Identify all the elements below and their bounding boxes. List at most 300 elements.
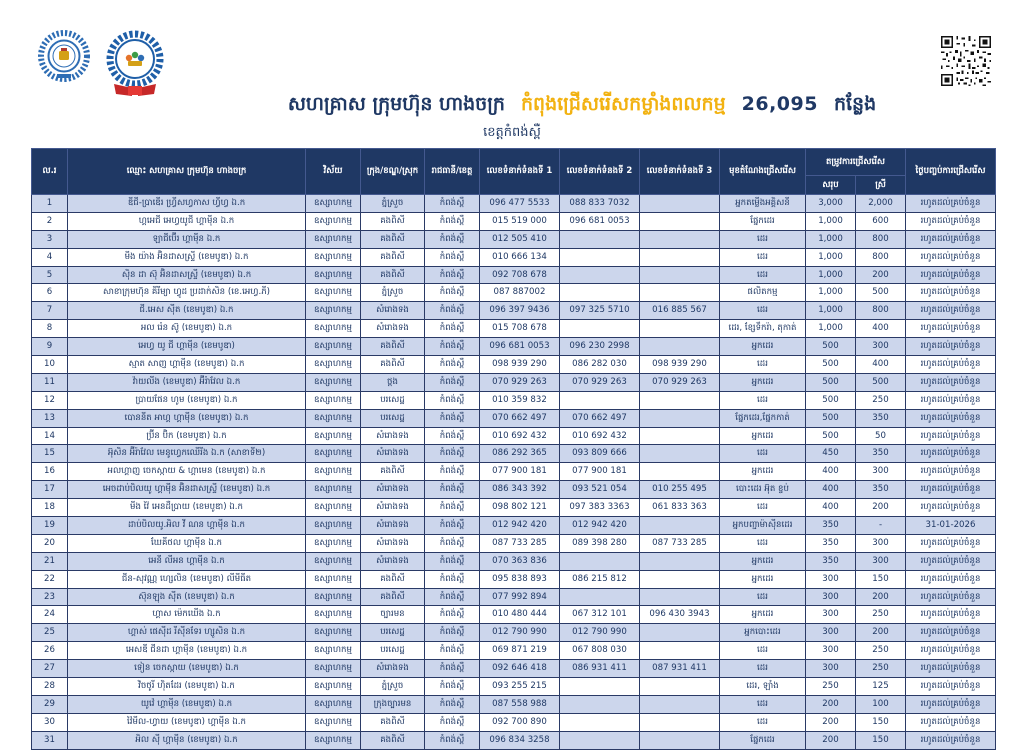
cell-position: អ្នកតម្លើងអគ្គិសនី bbox=[720, 195, 806, 213]
cell-phone1: 012 790 990 bbox=[480, 624, 560, 642]
cell-phone2: 088 833 7032 bbox=[560, 195, 640, 213]
cell-position: អ្នកបញ្ជាម៉ាស៊ីនដេរ bbox=[720, 517, 806, 535]
title-enterprises: សហគ្រាស ក្រុមហ៊ុន ហាងចក្រ bbox=[287, 93, 505, 115]
cell-name: ស៊ុនឡុង ស៊ីត (ខេមបូឌា) ឯ.ក bbox=[68, 588, 306, 606]
cell-sector: ឧស្សាហកម្ម bbox=[306, 248, 361, 266]
cell-phone1: 096 397 9436 bbox=[480, 302, 560, 320]
cell-district: គងពិសី bbox=[361, 338, 425, 356]
table-row bbox=[32, 624, 996, 642]
title-recruiting-highlight: កំពុងជ្រើសរើសកម្លាំងពលកម្ម bbox=[520, 93, 726, 115]
cell-province: កំពង់ស្ពឺ bbox=[425, 660, 480, 678]
cell-total: 300 bbox=[806, 660, 856, 678]
cell-no: 6 bbox=[32, 284, 68, 302]
cell-province: កំពង់ស្ពឺ bbox=[425, 373, 480, 391]
col-header-total: សរុប bbox=[806, 176, 856, 195]
cell-name: ហ្គាស់ ផេស៊ីដ រីស៊ីនទែរ ហ្សូសិន ឯ.ក bbox=[68, 624, 306, 642]
cell-name: ដាប់បិលយូ.អិល វី ណន ហ្គាម៉ីន ឯ.ក bbox=[68, 517, 306, 535]
cell-female: 200 bbox=[856, 499, 906, 517]
cell-phone2 bbox=[560, 588, 640, 606]
cell-sector: ឧស្សាហកម្ម bbox=[306, 731, 361, 749]
cell-no: 2 bbox=[32, 212, 68, 230]
cell-phone2: 089 398 280 bbox=[560, 534, 640, 552]
cell-sector: ឧស្សាហកម្ម bbox=[306, 212, 361, 230]
cell-phone3: 087 733 285 bbox=[640, 534, 720, 552]
cell-deadline: រហូតដល់គ្រប់ចំនួន bbox=[906, 678, 996, 696]
cell-position: ដេរ bbox=[720, 499, 806, 517]
cell-phone2: 086 215 812 bbox=[560, 570, 640, 588]
cell-phone3 bbox=[640, 320, 720, 338]
cell-name: អេហ្វ យូ ជី ហ្គាម៉ីន (ខេមបូឌា) bbox=[68, 338, 306, 356]
cell-no: 10 bbox=[32, 356, 68, 374]
cell-phone2 bbox=[560, 713, 640, 731]
col-header-province: រាជធានី/ខេត្ត bbox=[425, 149, 480, 195]
cell-sector: ឧស្សាហកម្ម bbox=[306, 517, 361, 535]
cell-deadline: រហូតដល់គ្រប់ចំនួន bbox=[906, 499, 996, 517]
ministry-of-labour-seal-icon bbox=[36, 28, 92, 86]
table-row bbox=[32, 713, 996, 731]
cell-phone2 bbox=[560, 695, 640, 713]
cell-phone2: 012 790 990 bbox=[560, 624, 640, 642]
cell-female: 800 bbox=[856, 230, 906, 248]
cell-district: ភ្នំស្រួច bbox=[361, 284, 425, 302]
cell-phone1: 093 255 215 bbox=[480, 678, 560, 696]
col-header-sector: វិស័យ bbox=[306, 149, 361, 195]
cell-phone2: 086 282 030 bbox=[560, 356, 640, 374]
qr-code-icon bbox=[941, 36, 991, 86]
cell-sector: ឧស្សាហកម្ម bbox=[306, 481, 361, 499]
cell-name: អិល ស៊ី ហ្គាម៉ីន (ខេមបូឌា) ឯ.ក bbox=[68, 731, 306, 749]
cell-phone1: 095 838 893 bbox=[480, 570, 560, 588]
cell-total: 500 bbox=[806, 391, 856, 409]
cell-no: 27 bbox=[32, 660, 68, 678]
cell-phone1: 012 505 410 bbox=[480, 230, 560, 248]
cell-name: ជីន-សុវណ្ណ ហ្សេលិន (ខេមបូឌា) លីមីធីត bbox=[68, 570, 306, 588]
cell-phone2: 077 900 181 bbox=[560, 463, 640, 481]
cell-female: 150 bbox=[856, 570, 906, 588]
cell-no: 23 bbox=[32, 588, 68, 606]
table-row bbox=[32, 463, 996, 481]
cell-phone3: 070 929 263 bbox=[640, 373, 720, 391]
cell-name: ស្មាត សាញ ហ្គាម៉ីន (ខេមបូឌា) ឯ.ក bbox=[68, 356, 306, 374]
cell-phone1: 087 558 988 bbox=[480, 695, 560, 713]
cell-total: 500 bbox=[806, 373, 856, 391]
cell-district: ច្បារមន bbox=[361, 606, 425, 624]
cell-phone1: 096 477 5533 bbox=[480, 195, 560, 213]
cell-phone2: 097 383 3363 bbox=[560, 499, 640, 517]
cell-province: កំពង់ស្ពឺ bbox=[425, 445, 480, 463]
cell-female: 125 bbox=[856, 678, 906, 696]
cell-deadline: រហូតដល់គ្រប់ចំនួន bbox=[906, 534, 996, 552]
cell-province: កំពង់ស្ពឺ bbox=[425, 463, 480, 481]
cell-phone3 bbox=[640, 624, 720, 642]
cell-phone3 bbox=[640, 427, 720, 445]
cell-no: 14 bbox=[32, 427, 68, 445]
cell-female: 250 bbox=[856, 642, 906, 660]
cell-position: ផលិតកម្ម bbox=[720, 284, 806, 302]
cell-position: អ្នកដេរ bbox=[720, 427, 806, 445]
table-row bbox=[32, 678, 996, 696]
cell-sector: ឧស្សាហកម្ម bbox=[306, 713, 361, 731]
table-row bbox=[32, 391, 996, 409]
cell-sector: ឧស្សាហកម្ម bbox=[306, 570, 361, 588]
national-employment-agency-seal-icon bbox=[102, 28, 168, 100]
cell-no: 5 bbox=[32, 266, 68, 284]
table-row bbox=[32, 320, 996, 338]
cell-phone1: 010 480 444 bbox=[480, 606, 560, 624]
table-body bbox=[32, 195, 996, 750]
cell-phone2: 012 942 420 bbox=[560, 517, 640, 535]
cell-province: កំពង់ស្ពឺ bbox=[425, 338, 480, 356]
cell-position: ដេរ bbox=[720, 642, 806, 660]
cell-phone2: 067 312 101 bbox=[560, 606, 640, 624]
cell-position: ដេរ, ខ្សែទឹករ៉ា, តុកាត់ bbox=[720, 320, 806, 338]
cell-deadline: រហូតដល់គ្រប់ចំនួន bbox=[906, 373, 996, 391]
cell-phone2 bbox=[560, 552, 640, 570]
cell-sector: ឧស្សាហកម្ម bbox=[306, 266, 361, 284]
cell-province: កំពង់ស្ពឺ bbox=[425, 409, 480, 427]
cell-position: ដេរ bbox=[720, 230, 806, 248]
cell-phone1: 086 292 365 bbox=[480, 445, 560, 463]
cell-female: 500 bbox=[856, 284, 906, 302]
cell-female: 200 bbox=[856, 588, 906, 606]
cell-female: 300 bbox=[856, 463, 906, 481]
cell-no: 21 bbox=[32, 552, 68, 570]
cell-phone2: 097 325 5710 bbox=[560, 302, 640, 320]
cell-deadline: រហូតដល់គ្រប់ចំនួន bbox=[906, 391, 996, 409]
cell-female: 50 bbox=[856, 427, 906, 445]
cell-deadline: រហូតដល់គ្រប់ចំនួន bbox=[906, 195, 996, 213]
cell-female: 500 bbox=[856, 373, 906, 391]
cell-female: 350 bbox=[856, 409, 906, 427]
cell-province: កំពង់ស្ពឺ bbox=[425, 230, 480, 248]
cell-sector: ឧស្សាហកម្ម bbox=[306, 660, 361, 678]
cell-phone2: 067 808 030 bbox=[560, 642, 640, 660]
table-row bbox=[32, 642, 996, 660]
cell-name: វិចថូរី ហ៊ិតដែរ (ខេមបូឌា) ឯ.ក bbox=[68, 678, 306, 696]
cell-sector: ឧស្សាហកម្ម bbox=[306, 588, 361, 606]
table-row bbox=[32, 534, 996, 552]
table-row bbox=[32, 409, 996, 427]
cell-position: អ្នកដេរ bbox=[720, 338, 806, 356]
cell-phone1: 070 662 497 bbox=[480, 409, 560, 427]
cell-phone3: 096 430 3943 bbox=[640, 606, 720, 624]
cell-phone1: 010 359 832 bbox=[480, 391, 560, 409]
cell-province: កំពង់ស្ពឺ bbox=[425, 517, 480, 535]
cell-position: ផ្នែកដេរ bbox=[720, 212, 806, 230]
vacancies-count: 26,095 bbox=[741, 93, 818, 115]
cell-deadline: រហូតដល់គ្រប់ចំនួន bbox=[906, 552, 996, 570]
cell-phone2 bbox=[560, 391, 640, 409]
cell-name: ឡាជីប៊ើរ ហ្គាម៉ីន ឯ.ក bbox=[68, 230, 306, 248]
cell-district: សំរោងទង bbox=[361, 427, 425, 445]
cell-district: សំរោងទង bbox=[361, 517, 425, 535]
cell-sector: ឧស្សាហកម្ម bbox=[306, 427, 361, 445]
cell-sector: ឧស្សាហកម្ម bbox=[306, 678, 361, 696]
cell-province: កំពង់ស្ពឺ bbox=[425, 534, 480, 552]
cell-province: កំពង់ស្ពឺ bbox=[425, 731, 480, 749]
cell-sector: ឧស្សាហកម្ម bbox=[306, 284, 361, 302]
cell-total: 1,000 bbox=[806, 212, 856, 230]
cell-deadline: រហូតដល់គ្រប់ចំនួន bbox=[906, 427, 996, 445]
cell-no: 12 bbox=[32, 391, 68, 409]
cell-total: 300 bbox=[806, 606, 856, 624]
cell-no: 3 bbox=[32, 230, 68, 248]
cell-name: មីង វ៉ៃ អេនដឺប្រាយ (ខេមបូឌា) ឯ.ក bbox=[68, 499, 306, 517]
cell-sector: ឧស្សាហកម្ម bbox=[306, 642, 361, 660]
table-row bbox=[32, 445, 996, 463]
cell-province: កំពង់ស្ពឺ bbox=[425, 427, 480, 445]
cell-phone1: 096 834 3258 bbox=[480, 731, 560, 749]
cell-province: កំពង់ស្ពឺ bbox=[425, 391, 480, 409]
cell-total: 1,000 bbox=[806, 320, 856, 338]
cell-total: 400 bbox=[806, 463, 856, 481]
col-header-phone1: លេខទំនាក់ទំនងទី 1 bbox=[480, 149, 560, 195]
cell-phone2: 096 681 0053 bbox=[560, 212, 640, 230]
cell-sector: ឧស្សាហកម្ម bbox=[306, 695, 361, 713]
cell-total: 350 bbox=[806, 552, 856, 570]
cell-phone3 bbox=[640, 463, 720, 481]
table-row bbox=[32, 195, 996, 213]
cell-position: ផ្នែកដេរ bbox=[720, 731, 806, 749]
col-header-no: ល.រ bbox=[32, 149, 68, 195]
cell-female: 350 bbox=[856, 481, 906, 499]
table-row bbox=[32, 356, 996, 374]
cell-name: បោននីត អាហ្គ ហ្គាម៉ីន (ខេមបូឌា) ឯ.ក bbox=[68, 409, 306, 427]
cell-phone1: 015 519 000 bbox=[480, 212, 560, 230]
cell-phone1: 086 343 392 bbox=[480, 481, 560, 499]
cell-district: បរសេដ្ឋ bbox=[361, 624, 425, 642]
cell-deadline: រហូតដល់គ្រប់ចំនួន bbox=[906, 230, 996, 248]
cell-sector: ឧស្សាហកម្ម bbox=[306, 391, 361, 409]
cell-province: កំពង់ស្ពឺ bbox=[425, 695, 480, 713]
cell-deadline: រហូតដល់គ្រប់ចំនួន bbox=[906, 463, 996, 481]
cell-name: អេចដាប់បិលយូ ហ្គាម៉ីន អ៊ិនដាសស្ទ្រី (ខេមបូឌា) ឯ.ក bbox=[68, 481, 306, 499]
cell-deadline: រហូតដល់គ្រប់ចំនួន bbox=[906, 713, 996, 731]
cell-phone1: 070 929 263 bbox=[480, 373, 560, 391]
cell-deadline: រហូតដល់គ្រប់ចំនួន bbox=[906, 212, 996, 230]
cell-district: សំរោងទង bbox=[361, 660, 425, 678]
cell-district: គងពិសី bbox=[361, 356, 425, 374]
cell-deadline: រហូតដល់គ្រប់ចំនួន bbox=[906, 624, 996, 642]
cell-no: 18 bbox=[32, 499, 68, 517]
cell-deadline: រហូតដល់គ្រប់ចំនួន bbox=[906, 606, 996, 624]
cell-province: កំពង់ស្ពឺ bbox=[425, 606, 480, 624]
cell-no: 25 bbox=[32, 624, 68, 642]
cell-phone3: 061 833 363 bbox=[640, 499, 720, 517]
table-row bbox=[32, 248, 996, 266]
table-row bbox=[32, 338, 996, 356]
vacancies-unit: កន្លែង bbox=[833, 93, 877, 115]
table-row bbox=[32, 552, 996, 570]
cell-female: 100 bbox=[856, 695, 906, 713]
cell-position: ដេរ bbox=[720, 713, 806, 731]
cell-phone3 bbox=[640, 195, 720, 213]
cell-phone2 bbox=[560, 678, 640, 696]
cell-female: 250 bbox=[856, 606, 906, 624]
cell-deadline: រហូតដល់គ្រប់ចំនួន bbox=[906, 660, 996, 678]
cell-phone2 bbox=[560, 284, 640, 302]
table-row bbox=[32, 230, 996, 248]
cell-province: កំពង់ស្ពឺ bbox=[425, 356, 480, 374]
cell-phone3 bbox=[640, 230, 720, 248]
cell-province: កំពង់ស្ពឺ bbox=[425, 266, 480, 284]
col-header-female: ស្រី bbox=[856, 176, 906, 195]
cell-total: 400 bbox=[806, 481, 856, 499]
cell-total: 500 bbox=[806, 338, 856, 356]
cell-phone2 bbox=[560, 248, 640, 266]
cell-no: 24 bbox=[32, 606, 68, 624]
cell-no: 19 bbox=[32, 517, 68, 535]
cell-no: 8 bbox=[32, 320, 68, 338]
cell-phone2: 010 692 432 bbox=[560, 427, 640, 445]
cell-phone3 bbox=[640, 678, 720, 696]
cell-province: កំពង់ស្ពឺ bbox=[425, 713, 480, 731]
cell-district: សំរោងទង bbox=[361, 534, 425, 552]
cell-female: 150 bbox=[856, 713, 906, 731]
cell-phone1: 098 939 290 bbox=[480, 356, 560, 374]
cell-total: 1,000 bbox=[806, 302, 856, 320]
cell-position: ដេរ bbox=[720, 445, 806, 463]
cell-sector: ឧស្សាហកម្ម bbox=[306, 195, 361, 213]
table-row bbox=[32, 695, 996, 713]
cell-female: - bbox=[856, 517, 906, 535]
cell-sector: ឧស្សាហកម្ម bbox=[306, 320, 361, 338]
cell-province: កំពង់ស្ពឺ bbox=[425, 642, 480, 660]
cell-district: បរសេដ្ឋ bbox=[361, 642, 425, 660]
cell-deadline: រហូតដល់គ្រប់ចំនួន bbox=[906, 266, 996, 284]
cell-phone1: 092 708 678 bbox=[480, 266, 560, 284]
cell-position: អ្នកបោះដេរ bbox=[720, 624, 806, 642]
cell-no: 15 bbox=[32, 445, 68, 463]
cell-phone3 bbox=[640, 409, 720, 427]
cell-name: អលហ្គាញ ចេកស្កាយ & ហ្គាមេន (ខេមបូឌា) ឯ.ក bbox=[68, 463, 306, 481]
cell-total: 1,000 bbox=[806, 284, 856, 302]
cell-sector: ឧស្សាហកម្ម bbox=[306, 338, 361, 356]
cell-name: ប្រ៊ីន ប៊ិក (ខេមបូឌា) ឯ.ក bbox=[68, 427, 306, 445]
cell-total: 500 bbox=[806, 356, 856, 374]
cell-district: សំរោងទង bbox=[361, 481, 425, 499]
cell-district: បរសេដ្ឋ bbox=[361, 391, 425, 409]
cell-phone3 bbox=[640, 517, 720, 535]
cell-sector: ឧស្សាហកម្ម bbox=[306, 230, 361, 248]
cell-total: 500 bbox=[806, 409, 856, 427]
cell-phone1: 070 363 836 bbox=[480, 552, 560, 570]
table-row bbox=[32, 588, 996, 606]
cell-deadline: រហូតដល់គ្រប់ចំនួន bbox=[906, 338, 996, 356]
cell-district: គងពិសី bbox=[361, 731, 425, 749]
cell-total: 200 bbox=[806, 713, 856, 731]
cell-phone1: 077 992 894 bbox=[480, 588, 560, 606]
cell-female: 350 bbox=[856, 445, 906, 463]
cell-district: សំរោងទង bbox=[361, 302, 425, 320]
cell-female: 400 bbox=[856, 320, 906, 338]
cell-total: 300 bbox=[806, 570, 856, 588]
cell-name: ហ្គអេជី អេហ្វយូជី ហ្គាម៉ីន ឯ.ក bbox=[68, 212, 306, 230]
cell-sector: ឧស្សាហកម្ម bbox=[306, 463, 361, 481]
cell-phone3 bbox=[640, 642, 720, 660]
cell-deadline: រហូតដល់គ្រប់ចំនួន bbox=[906, 284, 996, 302]
cell-sector: ឧស្សាហកម្ម bbox=[306, 356, 361, 374]
col-header-name: ឈ្មោះ សហគ្រាស ក្រុមហ៊ុន ហាងចក្រ bbox=[68, 149, 306, 195]
cell-no: 4 bbox=[32, 248, 68, 266]
cell-position: អ្នកដេរ bbox=[720, 463, 806, 481]
cell-no: 31 bbox=[32, 731, 68, 749]
table-row bbox=[32, 517, 996, 535]
cell-no: 22 bbox=[32, 570, 68, 588]
cell-district: សំរោងទង bbox=[361, 445, 425, 463]
cell-phone3: 010 255 495 bbox=[640, 481, 720, 499]
cell-phone3 bbox=[640, 588, 720, 606]
cell-province: កំពង់ស្ពឺ bbox=[425, 499, 480, 517]
cell-phone3 bbox=[640, 445, 720, 463]
cell-deadline: រហូតដល់គ្រប់ចំនួន bbox=[906, 302, 996, 320]
cell-total: 500 bbox=[806, 427, 856, 445]
cell-female: 300 bbox=[856, 338, 906, 356]
col-header-district: ក្រុង/ខណ្ឌ/ស្រុក bbox=[361, 149, 425, 195]
cell-district: សំរោងទង bbox=[361, 552, 425, 570]
cell-province: កំពង់ស្ពឺ bbox=[425, 302, 480, 320]
cell-phone2: 093 809 666 bbox=[560, 445, 640, 463]
cell-total: 1,000 bbox=[806, 266, 856, 284]
cell-deadline: រហូតដល់គ្រប់ចំនួន bbox=[906, 642, 996, 660]
cell-total: 300 bbox=[806, 588, 856, 606]
cell-phone3 bbox=[640, 695, 720, 713]
cell-phone2 bbox=[560, 266, 640, 284]
cell-district: គងពិសី bbox=[361, 266, 425, 284]
cell-position: ដេរ bbox=[720, 695, 806, 713]
cell-district: គងពិសី bbox=[361, 212, 425, 230]
cell-phone3 bbox=[640, 338, 720, 356]
cell-position: ដេរ bbox=[720, 302, 806, 320]
cell-total: 3,000 bbox=[806, 195, 856, 213]
cell-district: បរសេដ្ឋ bbox=[361, 409, 425, 427]
table-row bbox=[32, 731, 996, 749]
cell-name: សាខាក្រុមហ៊ុន គីរីម្យា ហ្វូដ ប្រដាក់សិន (ខេ.អេហ្វ.ភី) bbox=[68, 284, 306, 302]
cell-sector: ឧស្សាហកម្ម bbox=[306, 606, 361, 624]
cell-sector: ឧស្សាហកម្ម bbox=[306, 499, 361, 517]
cell-sector: ឧស្សាហកម្ម bbox=[306, 302, 361, 320]
cell-province: កំពង់ស្ពឺ bbox=[425, 481, 480, 499]
cell-no: 28 bbox=[32, 678, 68, 696]
cell-sector: ឧស្សាហកម្ម bbox=[306, 373, 361, 391]
cell-phone2: 070 662 497 bbox=[560, 409, 640, 427]
cell-no: 1 bbox=[32, 195, 68, 213]
cell-name: ជី.អេស ស៊ីត (ខេមបូឌា) ឯ.ក bbox=[68, 302, 306, 320]
cell-no: 13 bbox=[32, 409, 68, 427]
cell-deadline: រហូតដល់គ្រប់ចំនួន bbox=[906, 481, 996, 499]
table-row bbox=[32, 284, 996, 302]
cell-name: ហ្គាស ម៉េកឃើង ឯ.ក bbox=[68, 606, 306, 624]
cell-province: កំពង់ស្ពឺ bbox=[425, 195, 480, 213]
cell-name: ទៀន ចេកស្កាយ (ខេមបូឌា) ឯ.ក bbox=[68, 660, 306, 678]
cell-position: បោះដេរ អ៊ុត ខ្ចប់ bbox=[720, 481, 806, 499]
cell-name: អល រ៉េន ស៊ូ (ខេមបូឌា) ឯ.ក bbox=[68, 320, 306, 338]
cell-district: គងពិសី bbox=[361, 248, 425, 266]
cell-district: គងពិសី bbox=[361, 463, 425, 481]
cell-province: កំពង់ស្ពឺ bbox=[425, 570, 480, 588]
cell-total: 450 bbox=[806, 445, 856, 463]
cell-name: វ៉ាយលីង (ខេមបូឌា) អ៊ីរ៉ាវែល ឯ.ក bbox=[68, 373, 306, 391]
cell-name: អេសឌី ជីនដា ហ្គាម៉ីន (ខេមបូឌា) ឯ.ក bbox=[68, 642, 306, 660]
cell-district: គងពិសី bbox=[361, 588, 425, 606]
cell-phone1: 092 646 418 bbox=[480, 660, 560, 678]
cell-phone3 bbox=[640, 713, 720, 731]
cell-district: ថ្ពង bbox=[361, 373, 425, 391]
cell-phone1: 096 681 0053 bbox=[480, 338, 560, 356]
cell-phone3 bbox=[640, 248, 720, 266]
cell-position: ដេរ bbox=[720, 356, 806, 374]
cell-no: 9 bbox=[32, 338, 68, 356]
